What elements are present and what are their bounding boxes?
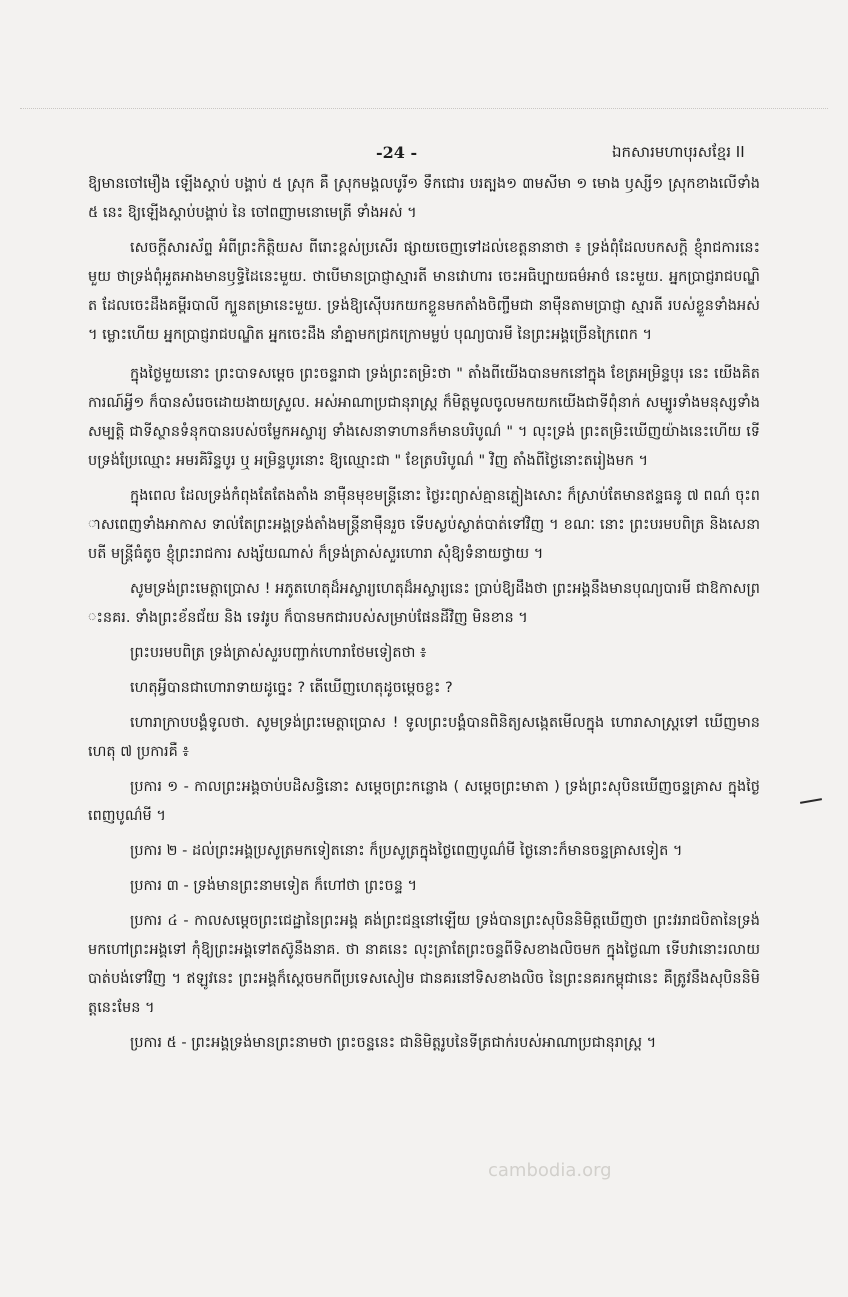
margin-pen-mark	[800, 798, 822, 804]
body-text	[88, 170, 760, 1064]
paragraph: ប្រការ ២ - ដល់ព្រះអង្គប្រសូត្រមកទៀតនោះ ក៏ប្រសូត្រក្នុងថ្ងៃពេញបូណ៌មី ថ្ងៃនោះក៏មានចន្ទគ្រាសទៀត ។	[130, 843, 683, 859]
paragraph: ហោរាក្រាបបង្គំទូលថា. សូមទ្រង់ព្រះមេត្តាប្រោស ! ទូលព្រះបង្គំបានពិនិត្យសង្កេតមើលក្នុង ហោរាសាស្ត្រទៅ ឃើញមានហេតុ ៧ ប្រការគឺ ៖	[88, 715, 760, 760]
paragraph: ក្នុងពេល ដែលទ្រង់កំពុងតែតែងតាំង នាម៉ឺនមុខមន្ត្រីនោះ ថ្ងៃរះព្យាស់គ្មានភ្លៀងសោះ ក៏ស្រាប់តែមានឥន្ទធនូ ៧ ពណ៌ ចុះពាសពេញទាំងអាកាស ទាល់តែព្រះអង្គទ្រង់តាំងមន្ត្រីនាម៉ឺនរួច ទើបស្ងប់ស្ងាត់បាត់ទៅវិញ ។ ខណៈ នោះ ព្រះបរមបពិត្រ និងសេនាបតី មន្ត្រីធំតូច ខ្ញុំព្រះរាជការ សង្ស័យណាស់ ក៏ទ្រង់ត្រាស់សួរហោរា សុំឱ្យទំនាយថ្វាយ ។	[88, 488, 760, 562]
paragraph: សេចក្តីសារស័ព្ទ អំពីព្រះកិត្តិយស ពីរោះខ្ពស់ប្រសើរ ផ្សាយចេញទៅដល់ខេត្តនានាថា ៖ ទ្រង់ពុំដែលបកសក្តិ ខ្ញុំរាជការនេះមួយ ថាទ្រង់ពុំអួតអាងមានឫទ្ធិដៃនេះមួយ. ថាបើមានប្រាជ្ញាស្មារតី មានវោហារ ចេះអធិប្បាយធម៌អាថ៌ នេះមួយ. អ្នកប្រាជ្ញរាជបណ្ឌិត ដែលចេះដឹងគម្ពីរបាលី ក្បួនតម្រានេះមួយ. ទ្រង់ឱ្យស៊ើបរកយកខ្លួនមកតាំងចិញ្ចឹមជា នាម៉ឺនតាមប្រាជ្ញា ស្មារតី របស់ខ្លួនទាំងអស់ ។ ម្លោះហើយ អ្នកប្រាជ្ញរាជបណ្ឌិត អ្នកចេះដឹង នាំគ្នាមកជ្រកក្រោមម្លប់ បុណ្យបារមី នៃព្រះអង្គច្រើនក្រៃពេក ។	[88, 240, 760, 343]
paragraph: ប្រការ ៥ - ព្រះអង្គទ្រង់មានព្រះនាមថា ព្រះចន្ទនេះ ជានិមិត្តរូបនៃទីត្រជាក់របស់អាណាប្រជានុរាស្ត្រ ។	[130, 1035, 657, 1051]
paragraph: សូមទ្រង់ព្រះមេត្តាប្រោស ! អភូតហេតុដ៏អស្ចារ្យហេតុដ៏អស្ចារ្យនេះ ប្រាប់ឱ្យដឹងថា ព្រះអង្គនឹងមានបុណ្យបារមី ជាឱកាសព្រះនគរ. ទាំងព្រះខ័នជ័យ និង ទេវរូប ក៏បានមកជារបស់សម្រាប់ផែនដីវិញ មិនខាន ។	[88, 581, 760, 626]
paragraph: ប្រការ ១ - កាលព្រះអង្គចាប់បដិសន្ធិនោះ សម្តេចព្រះកន្លោង ( សម្តេចព្រះមាតា ) ទ្រង់ព្រះសុបិនឃើញចន្ទគ្រាស ក្នុងថ្ងៃពេញបូណ៌មី ។	[88, 779, 760, 824]
page-number: -24 -	[376, 143, 418, 162]
running-head: ឯកសារមហាបុរសខ្មែរ II	[612, 143, 745, 161]
watermark: cambodia.org	[488, 1160, 612, 1181]
paragraph: ព្រះបរមបពិត្រ ទ្រង់ត្រាស់សួរបញ្ជាក់ហោរាថែមទៀតថា ៖	[130, 645, 427, 661]
paragraph: ប្រការ ៣ - ទ្រង់មានព្រះនាមទៀត ក៏ហៅថា ព្រះចន្ទ ។	[130, 878, 418, 894]
paragraph: ឱ្យមានចៅមឿង ឡើងស្តាប់ បង្គាប់ ៥ ស្រុក គឺ ស្រុកមង្គលបូរី១ ទឹកជោរ បរត្បង១ ៣មសីមា ១ មោង ឫស្សី១ ស្រុកខាងលើទាំង ៥ នេះ ឱ្យឡើងស្តាប់បង្គាប់ នៃ ចៅពញាមនោមេត្រី ទាំងអស់ ។	[88, 176, 760, 221]
paragraph: ក្នុងថ្ងៃមួយនោះ ព្រះបាទសម្តេច ព្រះចន្ទរាជា ទ្រង់ព្រះតម្រិះថា " តាំងពីយើងបានមកនៅក្នុង ខែត្រអម្រិន្ទបុរ នេះ យើងគិតការណ៍អ្វី១ ក៏បានសំរេចដោយងាយស្រួល. អស់អាណាប្រជានុរាស្ត្រ ក៏មិត្តមូលចូលមកយកយើងជាទីពុំនាក់ សម្បូរទាំងមនុស្សទាំងសម្បត្តិ ជាទីស្ថានទំនុកបានរបស់ចម្លែកអស្ចារ្យ ទាំងសេនាទាហានក៏មានបរិបូណ៌ " ។ លុះទ្រង់ ព្រះតម្រិះឃើញយ៉ាងនេះហើយ ទើបទ្រង់ប្រែឈ្មោះ អមរគិរិន្ទបូរ ឬ អម្រិន្ទបូរនោះ ឱ្យឈ្មោះជា " ខែត្របរិបូណ៌ " វិញ តាំងពីថ្ងៃនោះតរៀងមក ។	[88, 366, 760, 469]
paragraph: ប្រការ ៤ - កាលសម្តេចព្រះជេដ្ឋានៃព្រះអង្គ គង់ព្រះជន្មនៅឡើយ ទ្រង់បានព្រះសុបិននិមិត្តឃើញថា ព្រះវររាជបិតានៃទ្រង់ មកហៅព្រះអង្គទៅ កុំឱ្យព្រះអង្គទៅតស៊ូនឹងនាគ. ថា នាគនេះ លុះត្រាតែព្រះចន្ទពីទិសខាងលិចមក ក្នុងថ្ងៃណា ទើបវានោះរលាយបាត់បង់ទៅវិញ ។ ឥឡូវនេះ ព្រះអង្គក៏ស្តេចមកពីប្រទេសសៀម ជានគរនៅទិសខាងលិច នៃព្រះនគរកម្ពុជានេះ គឺត្រូវនឹងសុបិននិមិត្តនេះមែន ។	[88, 913, 760, 1016]
scan-artifact-line	[20, 108, 828, 109]
paragraph: ហេតុអ្វីបានជាហោរាទាយដូច្នេះ ? តើឃើញហេតុដូចម្តេចខ្លះ ?	[130, 680, 453, 696]
